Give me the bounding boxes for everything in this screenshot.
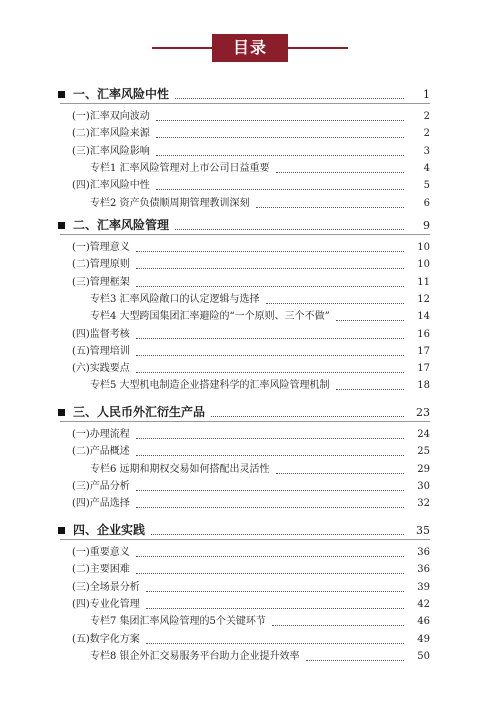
toc-section-row[interactable] (0, 215, 430, 233)
entry-title: 专栏5 大型机电制造企业搭建科学的汇率风险管理机制 (90, 380, 330, 392)
entry-title: (二)管理原则 (72, 259, 130, 271)
entry-title: 专栏8 银企外汇交易服务平台助力企业提升效率 (90, 650, 300, 662)
title-decor-line-left (152, 47, 212, 49)
toc-entry-row[interactable] (0, 424, 430, 442)
toc-entry-row[interactable] (0, 141, 430, 159)
page-number: 9 (423, 219, 430, 232)
entry-title: (三)全场景分析 (72, 581, 140, 593)
page-number: 14 (417, 311, 430, 323)
page-number: 17 (417, 363, 430, 375)
page-number: 2 (423, 111, 430, 122)
page-number: 32 (417, 498, 430, 510)
toc-section-row[interactable] (0, 402, 430, 420)
entry-title: 专栏4 大型跨国集团汇率避险的“一个原则、三个不做” (90, 311, 330, 323)
page-number: 12 (417, 293, 430, 305)
page-number: 50 (417, 650, 430, 662)
dot-leader (136, 555, 404, 557)
entry-title: (四)监督考核 (72, 328, 130, 340)
page-number: 17 (417, 345, 430, 357)
dot-leader (256, 206, 404, 208)
toc-sidebar-row[interactable] (0, 193, 430, 211)
dot-leader (146, 607, 404, 609)
page-number: 46 (417, 616, 430, 628)
page-number: 16 (417, 328, 430, 340)
page-number: 36 (417, 564, 430, 576)
dot-leader (266, 302, 404, 304)
toc-section-row[interactable] (0, 84, 430, 102)
entry-title: (四)汇率风险中性 (72, 180, 150, 192)
dot-leader (336, 319, 404, 321)
toc-title-bar (0, 34, 500, 62)
dot-leader (136, 337, 404, 339)
square-bullet-icon (58, 222, 65, 229)
entry-title: (三)产品分析 (72, 480, 130, 492)
toc-entry-row[interactable] (0, 577, 430, 595)
dot-leader (136, 250, 404, 252)
dot-leader (136, 506, 404, 508)
page-number: 35 (416, 524, 430, 537)
page-number: 42 (417, 598, 430, 610)
dot-leader (175, 228, 404, 230)
dot-leader (276, 171, 404, 173)
page-number: 36 (417, 547, 430, 558)
section-title: 二、汇率风险管理 (73, 218, 170, 232)
dot-leader (156, 154, 404, 156)
toc-sidebar-row[interactable] (0, 611, 430, 629)
page-number: 25 (417, 446, 430, 458)
page-number: 10 (417, 259, 430, 271)
toc-entry-row[interactable] (0, 493, 430, 511)
entry-title: (五)数字化方案 (72, 633, 140, 645)
page-number: 23 (416, 406, 430, 419)
toc-entry-row[interactable] (0, 441, 430, 459)
entry-title: (一)管理意义 (72, 242, 130, 253)
entry-title: (四)产品选择 (72, 498, 130, 510)
toc-entry-row[interactable] (0, 542, 430, 560)
section-title: 三、人民币外汇衍生产品 (73, 405, 206, 419)
toc-sidebar-row[interactable] (0, 646, 430, 664)
dot-leader (276, 472, 404, 474)
page-number: 18 (417, 380, 430, 392)
toc-entry-row[interactable] (0, 341, 430, 359)
dot-leader (175, 97, 404, 99)
page-number: 1 (423, 88, 430, 101)
toc-entry-row[interactable] (0, 358, 430, 376)
section-divider (60, 421, 430, 422)
section-title: 四、企业实践 (73, 523, 146, 537)
entry-title: (四)专业化管理 (72, 598, 140, 610)
title-decor-line-right (288, 47, 348, 49)
dot-leader (136, 437, 404, 439)
square-bullet-icon (58, 527, 65, 534)
toc-entry-row[interactable] (0, 476, 430, 494)
toc-sidebar-row[interactable] (0, 306, 430, 324)
dot-leader (136, 371, 404, 373)
dot-leader (151, 533, 404, 535)
square-bullet-icon (58, 409, 65, 416)
entry-title: (五)管理培训 (72, 345, 130, 357)
dot-leader (146, 642, 404, 644)
dot-leader (136, 454, 404, 456)
page-number: 39 (417, 581, 430, 593)
entry-title: 专栏6 远期和期权交易如何搭配出灵活性 (90, 463, 270, 475)
dot-leader (136, 267, 404, 269)
dot-leader (136, 572, 404, 574)
section-divider (60, 234, 430, 235)
dot-leader (156, 188, 404, 190)
page-number: 29 (417, 463, 430, 475)
section-divider (60, 103, 430, 104)
toc-entry-row[interactable] (0, 324, 430, 342)
toc-entry-row[interactable] (0, 254, 430, 272)
dot-leader (211, 415, 404, 417)
dot-leader (272, 624, 404, 626)
toc-sidebar-row[interactable] (0, 459, 430, 477)
entry-title: 专栏2 资产负债顺周期管理教训深刻 (90, 197, 250, 209)
entry-title: (一)汇率双向波动 (72, 111, 150, 122)
square-bullet-icon (58, 91, 65, 98)
dot-leader (156, 136, 404, 138)
entry-title: (三)汇率风险影响 (72, 145, 150, 157)
page-number: 6 (423, 197, 430, 209)
toc-sidebar-row[interactable] (0, 158, 430, 176)
toc-entry-row[interactable] (0, 106, 430, 124)
entry-title: 专栏1 汇率风险管理对上市公司日益重要 (90, 162, 270, 174)
entry-title: 专栏7 集团汇率风险管理的5个关键环节 (90, 616, 266, 628)
entry-title: (六)实践要点 (72, 363, 130, 375)
toc-section-row[interactable] (0, 520, 430, 538)
page-number: 10 (417, 242, 430, 253)
page-number: 5 (423, 180, 430, 192)
page-number: 49 (417, 633, 430, 645)
entry-title: (一)办理流程 (72, 429, 130, 440)
toc-entry-row[interactable] (0, 559, 430, 577)
dot-leader (136, 489, 404, 491)
page-number: 4 (423, 162, 430, 174)
entry-title: 专栏3 汇率风险敞口的认定逻辑与选择 (90, 293, 260, 305)
dot-leader (136, 285, 404, 287)
dot-leader (156, 119, 404, 121)
toc-entry-row[interactable] (0, 237, 430, 255)
entry-title: (二)汇率风险来源 (72, 128, 150, 140)
toc-entry-row[interactable] (0, 123, 430, 141)
toc-entry-row[interactable] (0, 272, 430, 290)
entry-title: (二)主要困难 (72, 564, 130, 576)
toc-entry-row[interactable] (0, 594, 430, 612)
page-number: 3 (423, 145, 430, 157)
entry-title: (三)管理框架 (72, 276, 130, 288)
toc-sidebar-row[interactable] (0, 375, 430, 393)
page-title: 目录 (212, 34, 288, 62)
toc-sidebar-row[interactable] (0, 289, 430, 307)
toc-entry-row[interactable] (0, 629, 430, 647)
page-number: 24 (417, 429, 430, 440)
section-divider (60, 539, 430, 540)
dot-leader (306, 659, 404, 661)
entry-title: (二)产品概述 (72, 446, 130, 458)
entry-title: (一)重要意义 (72, 547, 130, 558)
dot-leader (146, 590, 404, 592)
page-number: 30 (417, 480, 430, 492)
section-title: 一、汇率风险中性 (73, 87, 170, 101)
dot-leader (136, 354, 404, 356)
dot-leader (336, 388, 404, 390)
page-number: 2 (423, 128, 430, 140)
toc-entry-row[interactable] (0, 175, 430, 193)
page-number: 11 (417, 276, 430, 288)
